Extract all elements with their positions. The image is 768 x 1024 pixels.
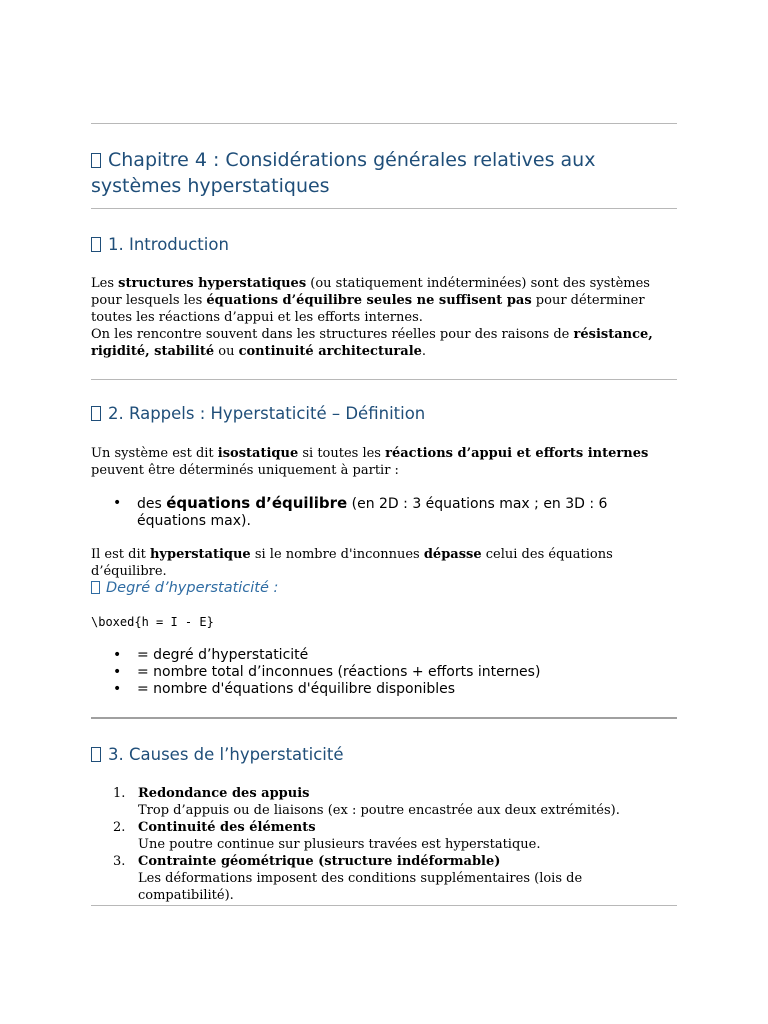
square-glyph-icon: [91, 237, 101, 252]
variable-definitions-list: [91, 647, 677, 698]
isostatic-definition: Un système est dit isostatique si toutes les réactions d’appui et efforts internes peuvent être déterminés uniquement à partir :: [91, 446, 649, 478]
divider-section-1: [91, 379, 677, 380]
section-heading-rappels: 2. Rappels : Hyperstaticité – Définition: [91, 403, 425, 425]
square-glyph-icon: [91, 153, 101, 168]
square-glyph-icon: [91, 406, 101, 421]
list-item: • = degré d’hyperstaticité: [91, 647, 677, 664]
section-heading-introduction: 1. Introduction: [91, 234, 229, 256]
list-item: • = nombre total d’inconnues (réactions + efforts internes): [91, 664, 677, 681]
divider-section-2: [91, 717, 677, 719]
causes-numbered-list: [91, 785, 677, 904]
square-glyph-icon: [91, 581, 100, 594]
square-glyph-icon: [91, 747, 101, 762]
chapter-title: Chapitre 4 : Considérations générales relatives aux systèmes hyperstatiques: [91, 149, 596, 197]
intro-paragraph: Les structures hyperstatiques (ou statiquement indéterminées) sont des systèmes pour lesquels les équations d’équilibre seules ne suffisent pas pour déterminer toutes les réactions d’appui et les efforts internes. On les rencontre souvent dans les structures réelles pour des raisons de résistance, rigidité, stabilité ou continuité architecturale.: [91, 276, 653, 359]
hyperstatic-definition: Il est dit hyperstatique si le nombre d'inconnues dépasse celui des équations d’équilibre.: [91, 547, 613, 579]
section-heading-causes: 3. Causes de l’hyperstaticité: [91, 744, 344, 766]
equilibrium-bullet-list: [91, 495, 677, 530]
list-item: 1. Redondance des appuis Trop d’appuis ou de liaisons (ex : poutre encastrée aux deux extrémités).: [113, 786, 620, 818]
divider-bottom: [91, 905, 677, 906]
degree-subheading: Degré d’hyperstaticité :: [91, 579, 278, 597]
list-item: 2. Continuité des éléments Une poutre continue sur plusieurs travées est hyperstatique.: [113, 820, 541, 852]
list-item: 3. Contrainte géométrique (structure indéformable) Les déformations imposent des conditions supplémentaires (lois de compatibilité).: [113, 854, 583, 903]
list-item: • = nombre d'équations d'équilibre disponibles: [91, 681, 677, 698]
formula-code: \boxed{h = I - E}: [91, 615, 214, 629]
divider-top: [91, 123, 677, 124]
list-item: • des équations d’équilibre (en 2D : 3 équations max ; en 3D : 6 équations max).: [91, 495, 677, 530]
divider-chapter: [91, 208, 677, 209]
